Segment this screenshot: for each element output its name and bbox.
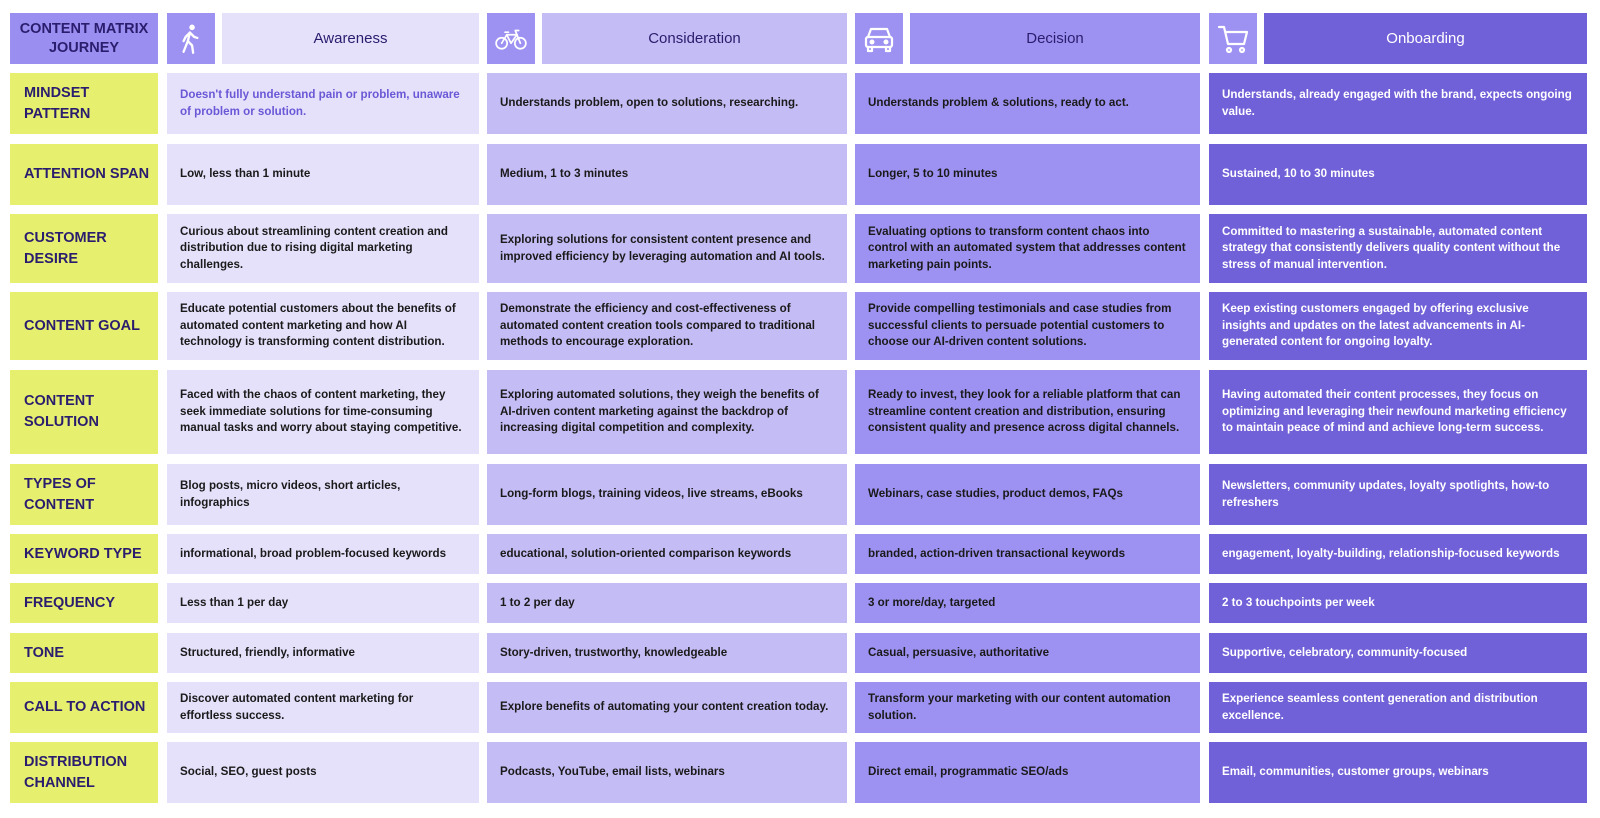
matrix-row-types-of-content (0, 464, 1600, 525)
matrix-row-tone (0, 633, 1600, 673)
onboarding-cell: Understands, already engaged with the brand, expects ongoing value. (1209, 73, 1587, 134)
stage-consideration-header: Consideration (542, 13, 847, 64)
row-label: CONTENT SOLUTION (10, 370, 158, 454)
matrix-row-keyword-type (0, 534, 1600, 574)
row-label: TONE (10, 633, 158, 673)
matrix-row-mindset-pattern (0, 73, 1600, 134)
awareness-cell: Social, SEO, guest posts (167, 742, 479, 803)
consideration-cell: Explore benefits of automating your content creation today. (487, 682, 847, 733)
awareness-cell: Curious about streamlining content creation and distribution due to rising digital marketing challenges. (167, 214, 479, 283)
awareness-cell: Less than 1 per day (167, 583, 479, 623)
onboarding-cell: Committed to mastering a sustainable, automated content strategy that consistently delivers quality content without the stress of manual intervention. (1209, 214, 1587, 283)
row-label: FREQUENCY (10, 583, 158, 623)
decision-cell: 3 or more/day, targeted (855, 583, 1200, 623)
decision-cell: Webinars, case studies, product demos, FAQs (855, 464, 1200, 525)
decision-cell: Evaluating options to transform content chaos into control with an automated system that addresses content marketing pain points. (855, 214, 1200, 283)
matrix-row-content-goal (0, 292, 1600, 360)
onboarding-cell: Having automated their content processes, they focus on optimizing and leveraging their newfound marketing efficiency to maintain peace of mind and achieve long-term success. (1209, 370, 1587, 454)
onboarding-cell: Email, communities, customer groups, webinars (1209, 742, 1587, 803)
matrix-row-content-solution (0, 370, 1600, 454)
decision-cell: Transform your marketing with our content automation solution. (855, 682, 1200, 733)
row-label: DISTRIBUTION CHANNEL (10, 742, 158, 803)
consideration-cell: Demonstrate the efficiency and cost-effectiveness of automated content creation tools compared to traditional methods to encourage exploration. (487, 292, 847, 360)
shopping-cart-icon (1209, 13, 1257, 64)
consideration-cell: Exploring automated solutions, they weigh the benefits of AI-driven content marketing against the backdrop of increasing digital competition and complexity. (487, 370, 847, 454)
consideration-cell: Understands problem, open to solutions, researching. (487, 73, 847, 134)
consideration-cell: Podcasts, YouTube, email lists, webinars (487, 742, 847, 803)
consideration-cell: Story-driven, trustworthy, knowledgeable (487, 633, 847, 673)
onboarding-cell: engagement, loyalty-building, relationship-focused keywords (1209, 534, 1587, 574)
awareness-cell: Faced with the chaos of content marketing, they seek immediate solutions for time-consuming manual tasks and worry about staying competitive. (167, 370, 479, 454)
decision-cell: Casual, persuasive, authoritative (855, 633, 1200, 673)
row-label: KEYWORD TYPE (10, 534, 158, 574)
consideration-cell: educational, solution-oriented comparison keywords (487, 534, 847, 574)
onboarding-cell: Experience seamless content generation and distribution excellence. (1209, 682, 1587, 733)
matrix-title: CONTENT MATRIX JOURNEY (10, 13, 158, 64)
matrix-row-frequency (0, 583, 1600, 623)
consideration-cell: Long-form blogs, training videos, live streams, eBooks (487, 464, 847, 525)
onboarding-cell: Keep existing customers engaged by offering exclusive insights and updates on the latest advancements in AI-generated content for ongoing loyalty. (1209, 292, 1587, 360)
awareness-cell: informational, broad problem-focused keywords (167, 534, 479, 574)
decision-cell: Understands problem & solutions, ready to act. (855, 73, 1200, 134)
stage-onboarding-header: Onboarding (1264, 13, 1587, 64)
awareness-cell: Blog posts, micro videos, short articles, infographics (167, 464, 479, 525)
decision-cell: Ready to invest, they look for a reliable platform that can streamline content creation and distribution, ensuring consistent quality and presence across digital channels. (855, 370, 1200, 454)
stage-decision-header: Decision (910, 13, 1200, 64)
awareness-cell: Discover automated content marketing for effortless success. (167, 682, 479, 733)
row-label: CONTENT GOAL (10, 292, 158, 360)
row-label: CALL TO ACTION (10, 682, 158, 733)
onboarding-cell: 2 to 3 touchpoints per week (1209, 583, 1587, 623)
consideration-cell: Medium, 1 to 3 minutes (487, 144, 847, 205)
awareness-cell: Structured, friendly, informative (167, 633, 479, 673)
matrix-row-attention-span (0, 144, 1600, 205)
consideration-cell: 1 to 2 per day (487, 583, 847, 623)
onboarding-cell: Supportive, celebratory, community-focused (1209, 633, 1587, 673)
consideration-cell: Exploring solutions for consistent content presence and improved efficiency by leveraging automation and AI tools. (487, 214, 847, 283)
awareness-cell: Educate potential customers about the benefits of automated content marketing and how AI technology is transforming content distribution. (167, 292, 479, 360)
awareness-cell: Low, less than 1 minute (167, 144, 479, 205)
row-label: CUSTOMER DESIRE (10, 214, 158, 283)
decision-cell: Longer, 5 to 10 minutes (855, 144, 1200, 205)
matrix-row-distribution-channel (0, 742, 1600, 803)
onboarding-cell: Sustained, 10 to 30 minutes (1209, 144, 1587, 205)
decision-cell: Direct email, programmatic SEO/ads (855, 742, 1200, 803)
row-label: ATTENTION SPAN (10, 144, 158, 205)
bicycle-icon (487, 13, 535, 64)
decision-cell: Provide compelling testimonials and case studies from successful clients to persuade potential customers to choose our AI-driven content solutions. (855, 292, 1200, 360)
stage-awareness-header: Awareness (222, 13, 479, 64)
onboarding-cell: Newsletters, community updates, loyalty spotlights, how-to refreshers (1209, 464, 1587, 525)
row-label: TYPES OF CONTENT (10, 464, 158, 525)
car-icon (855, 13, 903, 64)
matrix-row-customer-desire (0, 214, 1600, 283)
row-label: MINDSET PATTERN (10, 73, 158, 134)
awareness-cell: Doesn't fully understand pain or problem, unaware of problem or solution. (167, 73, 479, 134)
walking-person-icon (167, 13, 215, 64)
matrix-row-call-to-action (0, 682, 1600, 733)
decision-cell: branded, action-driven transactional keywords (855, 534, 1200, 574)
